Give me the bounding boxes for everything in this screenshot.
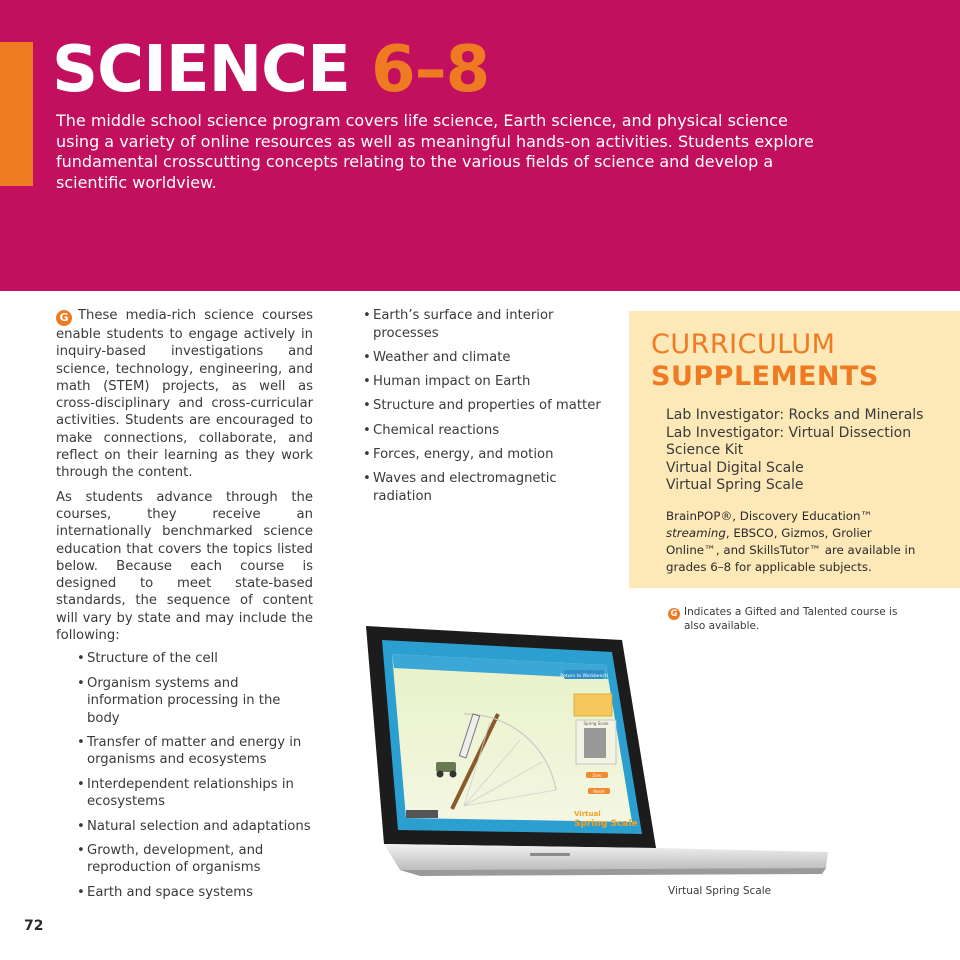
note-italic: streaming — [666, 526, 726, 540]
list-item: • Interdependent relationships in ecosystems — [77, 776, 317, 811]
figure-caption: Virtual Spring Scale — [668, 885, 772, 897]
supplement-item: Lab Investigator: Virtual Dissection — [666, 424, 912, 441]
laptop-illustration — [360, 622, 830, 882]
curriculum-supplements-box — [629, 311, 960, 588]
supplements-title-line1: CURRICULUM — [651, 329, 836, 360]
topics-list-right — [363, 307, 608, 505]
screen-panel-title: Spring Scale — [583, 721, 609, 726]
list-item: • Earth’s surface and interior processes — [363, 307, 608, 342]
supplements-list — [666, 407, 923, 495]
supplement-item: Lab Investigator: Rocks and Minerals — [666, 407, 924, 423]
gifted-note-line2: also available. — [684, 620, 760, 632]
supplement-item: Science Kit — [666, 442, 744, 458]
intro-paragraph: The middle school science program covers life science, Earth science, and physical science using a variety of online resources as well as meaningful hands-on activities. Students explore fundamental crosscutting concepts relating to the various fields of science and develop a scientific worldview. — [56, 111, 814, 192]
list-item: • Natural selection and adaptations — [77, 818, 317, 836]
paragraph-2: As students advance through the courses, they receive an internationally benchmarked science education that covers the topics listed below. Because each course is designed to meet state-based standards, the sequence of content will vary by state and may include the following: — [56, 489, 313, 644]
screen-button-reset: Reset — [593, 789, 605, 794]
list-item: • Weather and climate — [363, 349, 608, 367]
list-item: • Chemical reactions — [363, 422, 608, 440]
title-grade-range: 6–8 — [371, 33, 490, 107]
screen-logo-line2: Spring Scale — [574, 819, 638, 829]
supplements-note — [666, 508, 928, 576]
paragraph-1-text: These media-rich science courses enable students to engage actively in inquiry-based investigations and science, technology, engineering, and math (STEM) projects, as well as cross-disciplinary and cross-curricular activities. Students are encouraged to make connections, collaborate, and reflect on their learning as they work through the content. — [56, 308, 313, 481]
paragraph-intro — [56, 307, 313, 482]
list-item: • Structure and properties of matter — [363, 397, 608, 415]
list-item: • Human impact on Earth — [363, 373, 608, 391]
gifted-note-line1: Indicates a Gifted and Talented course is — [684, 606, 898, 618]
list-item: • Forces, energy, and motion — [363, 446, 608, 464]
page-number: 72 — [24, 918, 44, 934]
title-main: SCIENCE — [52, 33, 350, 107]
topics-list-left — [77, 650, 317, 901]
gifted-badge-icon: G — [668, 608, 680, 620]
screen-footer-logo — [406, 810, 438, 818]
list-item: • Waves and electromagnetic radiation — [363, 470, 608, 505]
screen-header-button-label: Return to Workbench — [560, 674, 608, 679]
list-item: • Transfer of matter and energy in organisms and ecosystems — [77, 734, 317, 769]
list-item: • Organism systems and information processing in the body — [77, 675, 317, 728]
note-part-1: BrainPOP®, Discovery Education™ — [666, 509, 873, 523]
accent-bar — [0, 42, 33, 186]
middle-column — [363, 307, 608, 512]
list-item: • Earth and space systems — [77, 884, 317, 902]
supplement-item: Virtual Digital Scale — [666, 459, 804, 476]
screen-button-zero: Zero — [592, 773, 602, 778]
note-part-2: , EBSCO, Gizmos, Grolier Online™, and SkillsTutor™ are available in grades 6–8 for applicable subjects. — [666, 526, 916, 574]
gifted-badge-icon: G — [56, 310, 72, 326]
list-item: • Structure of the cell — [77, 650, 317, 668]
page-title — [52, 30, 489, 110]
supplements-title-line2: SUPPLEMENTS — [651, 361, 879, 392]
list-item: • Growth, development, and reproduction of organisms — [77, 842, 317, 877]
laptop-base — [384, 844, 828, 870]
screen-logo-line1: Virtual — [574, 810, 601, 818]
supplement-item: Virtual Spring Scale — [666, 477, 804, 493]
left-column — [56, 307, 313, 908]
